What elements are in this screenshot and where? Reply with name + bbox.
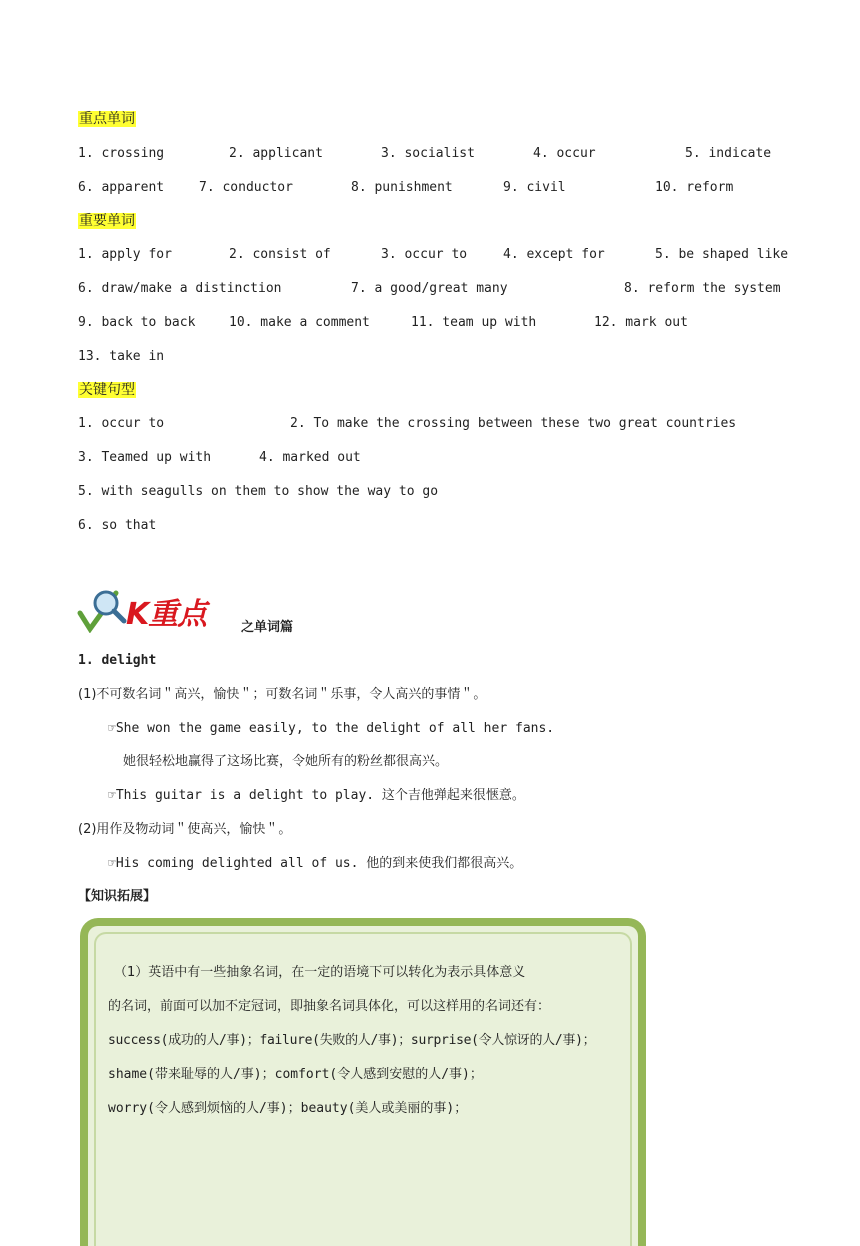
section-title-key-sentences: 关键句型: [79, 382, 135, 398]
k-key-points-logo: [76, 583, 236, 633]
list-item: 3. socialist: [381, 146, 475, 161]
list-item: 9. civil: [503, 180, 566, 195]
list-item: 7. conductor: [199, 180, 293, 195]
section-title-key-words: 重点单词: [79, 111, 135, 127]
extension-line: shame(带来耻辱的人/事)；comfort(令人感到安慰的人/事)；: [108, 1067, 483, 1082]
list-item: 5. indicate: [685, 146, 772, 161]
extension-title: 【知识拓展】: [78, 889, 157, 904]
list-item: 7. a good/great many: [351, 281, 508, 296]
list-item: 6. so that: [78, 518, 157, 533]
knowledge-box: [80, 918, 646, 1246]
list-item: 4. except for: [503, 247, 605, 262]
list-item: 10. make a comment: [229, 315, 370, 330]
logo-text: K重点: [126, 597, 207, 632]
section-title-important-words: 重要单词: [79, 213, 135, 229]
definition-2: (2)用作及物动词＂使高兴，愉快＂。: [78, 822, 292, 837]
example-1-en: ☞She won the game easily, to the delight of all her fans.: [108, 721, 555, 736]
list-item: 6. draw/make a distinction: [78, 281, 282, 296]
list-item: 5. be shaped like: [655, 247, 789, 262]
list-item: 11. team up with: [411, 315, 537, 330]
list-item: 2. applicant: [229, 146, 323, 161]
example-3: ☞His coming delighted all of us. 他的到来使我们都很高兴。: [108, 856, 523, 871]
list-item: 5. with seagulls on them to show the way to go: [78, 484, 439, 499]
list-item: 8. punishment: [351, 180, 453, 195]
list-item: 1. apply for: [78, 247, 172, 262]
extension-line: 的名词，前面可以加不定冠词，即抽象名词具体化，可以这样用的名词还有：: [108, 999, 551, 1014]
list-item: 2. consist of: [229, 247, 331, 262]
example-1-zh: 她很轻松地赢得了这场比赛，令她所有的粉丝都很高兴。: [123, 754, 449, 769]
extension-line: success(成功的人/事)；failure(失败的人/事)；surprise(令人惊讶的人/事)；: [108, 1033, 596, 1048]
logo-subtitle: 之单词篇: [241, 620, 294, 635]
word-heading: 1. delight: [78, 653, 157, 668]
list-item: 8. reform the system: [624, 281, 781, 296]
definition-1: (1)不可数名词＂高兴，愉快＂；可数名词＂乐事，令人高兴的事情＂。: [78, 687, 487, 702]
example-2: ☞This guitar is a delight to play. 这个吉他弹起来很惬意。: [108, 788, 525, 803]
list-item: 4. occur: [533, 146, 596, 161]
list-item: 12. mark out: [594, 315, 688, 330]
list-item: 10. reform: [655, 180, 734, 195]
list-item: 9. back to back: [78, 315, 196, 330]
list-item: 13. take in: [78, 349, 165, 364]
extension-line: （1）英语中有一些抽象名词，在一定的语境下可以转化为表示具体意义: [114, 965, 526, 980]
list-item: 2. To make the crossing between these two great countries: [290, 416, 737, 431]
extension-line: worry(令人感到烦恼的人/事)；beauty(美人或美丽的事)；: [108, 1101, 468, 1116]
list-item: 6. apparent: [78, 180, 165, 195]
list-item: 3. Teamed up with: [78, 450, 212, 465]
list-item: 4. marked out: [259, 450, 361, 465]
list-item: 1. occur to: [78, 416, 165, 431]
list-item: 3. occur to: [381, 247, 468, 262]
list-item: 1. crossing: [78, 146, 165, 161]
